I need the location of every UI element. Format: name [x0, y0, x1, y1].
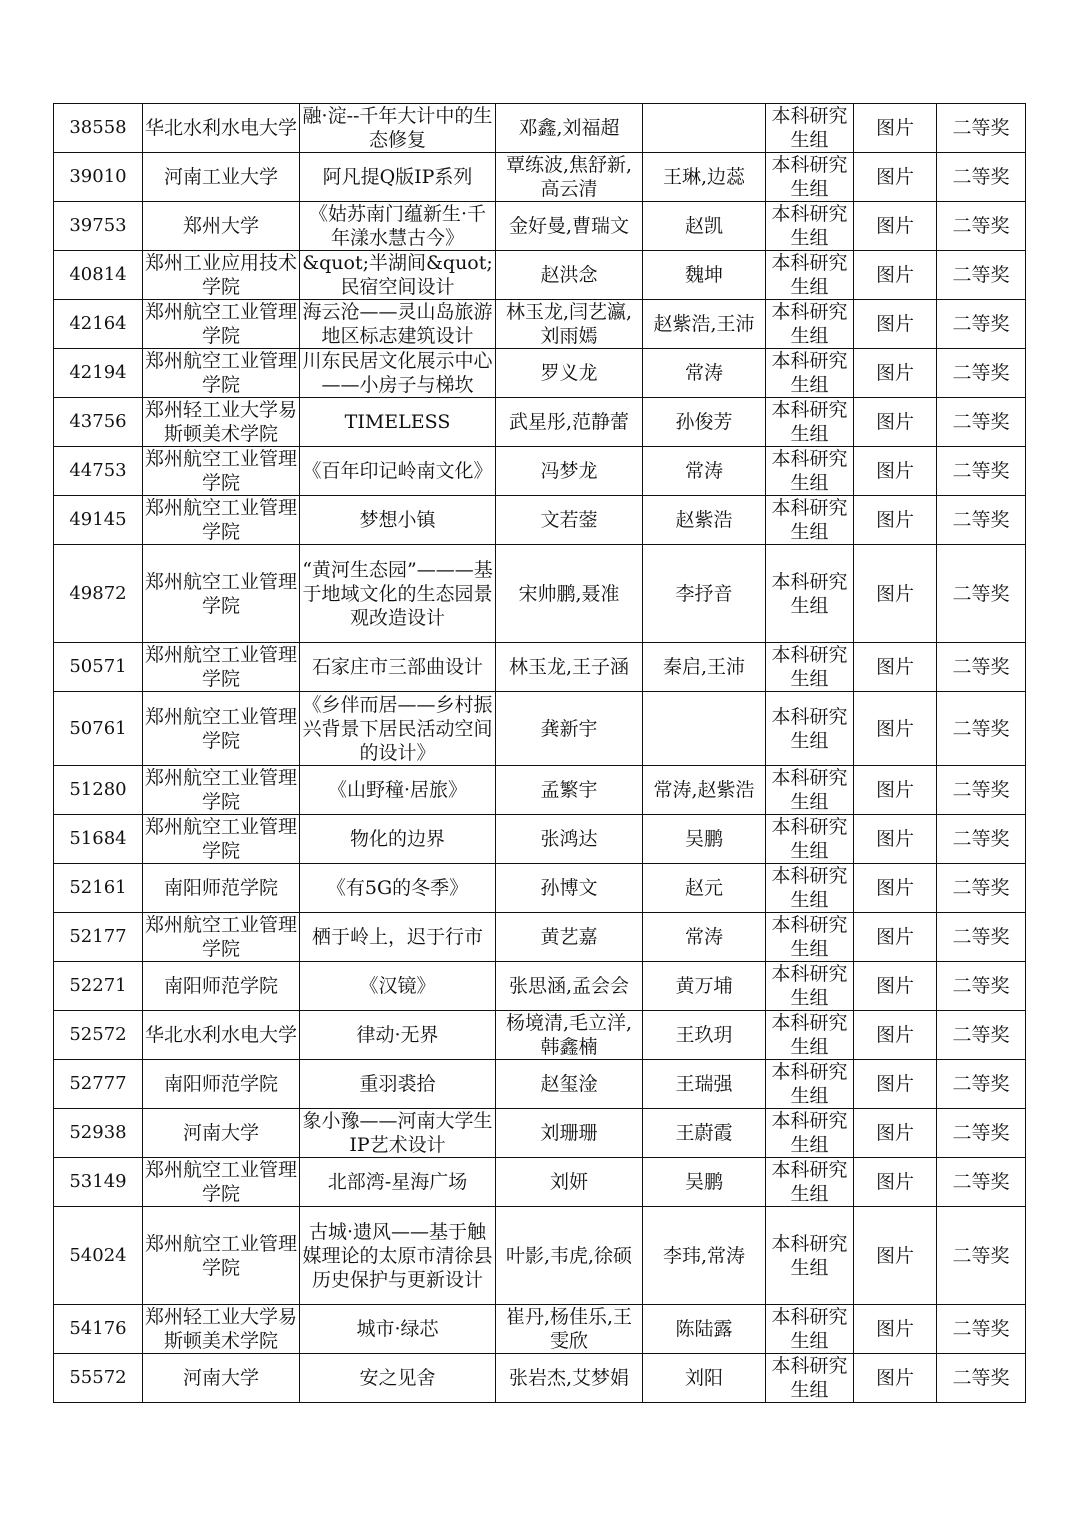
- entry-id-cell: 39753: [54, 202, 143, 251]
- authors-cell: 孙博文: [496, 864, 643, 913]
- authors-cell: 张岩杰,艾梦娟: [496, 1354, 643, 1403]
- entry-id-cell: 44753: [54, 447, 143, 496]
- advisor-cell: 黄万埔: [643, 962, 766, 1011]
- entry-id-cell: 38558: [54, 104, 143, 153]
- advisor-cell: 王瑞强: [643, 1060, 766, 1109]
- advisor-cell: 秦启,王沛: [643, 643, 766, 692]
- group-cell: 本科研究生组: [766, 447, 854, 496]
- advisor-cell: 刘阳: [643, 1354, 766, 1403]
- award-cell: 二等奖: [937, 349, 1026, 398]
- advisor-cell: 赵紫浩: [643, 496, 766, 545]
- group-cell: 本科研究生组: [766, 398, 854, 447]
- school-cell: 郑州航空工业管理学院: [143, 692, 300, 766]
- award-cell: 二等奖: [937, 766, 1026, 815]
- school-cell: 华北水利水电大学: [143, 104, 300, 153]
- authors-cell: 覃练波,焦舒新,高云清: [496, 153, 643, 202]
- type-cell: 图片: [854, 913, 937, 962]
- award-cell: 二等奖: [937, 1060, 1026, 1109]
- award-cell: 二等奖: [937, 1158, 1026, 1207]
- work-title-cell: 川东民居文化展示中心——小房子与梯坎: [300, 349, 496, 398]
- authors-cell: 龚新宇: [496, 692, 643, 766]
- type-cell: 图片: [854, 766, 937, 815]
- entry-id-cell: 54176: [54, 1305, 143, 1354]
- award-table-body: [54, 104, 1026, 1403]
- table-row: [54, 251, 1026, 300]
- group-cell: 本科研究生组: [766, 300, 854, 349]
- work-title-cell: 重羽裘拾: [300, 1060, 496, 1109]
- type-cell: 图片: [854, 300, 937, 349]
- work-title-cell: 安之见舍: [300, 1354, 496, 1403]
- school-cell: 郑州大学: [143, 202, 300, 251]
- group-cell: 本科研究生组: [766, 815, 854, 864]
- entry-id-cell: 51684: [54, 815, 143, 864]
- advisor-cell: 陈陆露: [643, 1305, 766, 1354]
- advisor-cell: [643, 692, 766, 766]
- authors-cell: 赵洪念: [496, 251, 643, 300]
- authors-cell: 武星彤,范静蕾: [496, 398, 643, 447]
- authors-cell: 冯梦龙: [496, 447, 643, 496]
- group-cell: 本科研究生组: [766, 104, 854, 153]
- group-cell: 本科研究生组: [766, 692, 854, 766]
- work-title-cell: 石家庄市三部曲设计: [300, 643, 496, 692]
- work-title-cell: 海云沧——灵山岛旅游地区标志建筑设计: [300, 300, 496, 349]
- award-cell: 二等奖: [937, 447, 1026, 496]
- authors-cell: 刘妍: [496, 1158, 643, 1207]
- award-cell: 二等奖: [937, 1354, 1026, 1403]
- entry-id-cell: 49872: [54, 545, 143, 643]
- authors-cell: 杨境清,毛立洋,韩鑫楠: [496, 1011, 643, 1060]
- authors-cell: 邓鑫,刘福超: [496, 104, 643, 153]
- type-cell: 图片: [854, 815, 937, 864]
- type-cell: 图片: [854, 962, 937, 1011]
- work-title-cell: “黄河生态园”———基于地域文化的生态园景观改造设计: [300, 545, 496, 643]
- work-title-cell: 阿凡提Q版IP系列: [300, 153, 496, 202]
- school-cell: 华北水利水电大学: [143, 1011, 300, 1060]
- award-cell: 二等奖: [937, 815, 1026, 864]
- award-cell: 二等奖: [937, 153, 1026, 202]
- table-row: [54, 300, 1026, 349]
- advisor-cell: 吴鹏: [643, 815, 766, 864]
- award-cell: 二等奖: [937, 300, 1026, 349]
- type-cell: 图片: [854, 545, 937, 643]
- award-cell: 二等奖: [937, 1109, 1026, 1158]
- advisor-cell: 常涛: [643, 913, 766, 962]
- authors-cell: 林玉龙,闫艺瀛,刘雨嫣: [496, 300, 643, 349]
- work-title-cell: 物化的边界: [300, 815, 496, 864]
- advisor-cell: 李抒音: [643, 545, 766, 643]
- type-cell: 图片: [854, 692, 937, 766]
- authors-cell: 孟繁宇: [496, 766, 643, 815]
- group-cell: 本科研究生组: [766, 153, 854, 202]
- entry-id-cell: 40814: [54, 251, 143, 300]
- authors-cell: 林玉龙,王子涵: [496, 643, 643, 692]
- type-cell: 图片: [854, 643, 937, 692]
- type-cell: 图片: [854, 1109, 937, 1158]
- work-title-cell: 栖于岭上，迟于行市: [300, 913, 496, 962]
- type-cell: 图片: [854, 447, 937, 496]
- school-cell: 郑州航空工业管理学院: [143, 447, 300, 496]
- authors-cell: 文若蓥: [496, 496, 643, 545]
- authors-cell: 金好曼,曹瑞文: [496, 202, 643, 251]
- table-row: [54, 1158, 1026, 1207]
- school-cell: 河南工业大学: [143, 153, 300, 202]
- entry-id-cell: 43756: [54, 398, 143, 447]
- type-cell: 图片: [854, 1158, 937, 1207]
- school-cell: 郑州航空工业管理学院: [143, 300, 300, 349]
- school-cell: 郑州航空工业管理学院: [143, 913, 300, 962]
- entry-id-cell: 54024: [54, 1207, 143, 1305]
- group-cell: 本科研究生组: [766, 349, 854, 398]
- type-cell: 图片: [854, 1354, 937, 1403]
- school-cell: 郑州航空工业管理学院: [143, 766, 300, 815]
- authors-cell: 宋帅鹏,聂准: [496, 545, 643, 643]
- work-title-cell: 《山野穜·居旅》: [300, 766, 496, 815]
- table-row: [54, 643, 1026, 692]
- group-cell: 本科研究生组: [766, 1207, 854, 1305]
- group-cell: 本科研究生组: [766, 1158, 854, 1207]
- entry-id-cell: 50571: [54, 643, 143, 692]
- table-row: [54, 447, 1026, 496]
- table-row: [54, 1011, 1026, 1060]
- type-cell: 图片: [854, 104, 937, 153]
- group-cell: 本科研究生组: [766, 251, 854, 300]
- type-cell: 图片: [854, 398, 937, 447]
- advisor-cell: 常涛,赵紫浩: [643, 766, 766, 815]
- entry-id-cell: 51280: [54, 766, 143, 815]
- type-cell: 图片: [854, 496, 937, 545]
- table-row: [54, 864, 1026, 913]
- table-row: [54, 496, 1026, 545]
- advisor-cell: 常涛: [643, 349, 766, 398]
- authors-cell: 张鸿达: [496, 815, 643, 864]
- school-cell: 南阳师范学院: [143, 1060, 300, 1109]
- table-row: [54, 913, 1026, 962]
- work-title-cell: 《百年印记岭南文化》: [300, 447, 496, 496]
- award-cell: 二等奖: [937, 864, 1026, 913]
- table-row: [54, 1305, 1026, 1354]
- entry-id-cell: 52572: [54, 1011, 143, 1060]
- work-title-cell: 《姑苏南门蕴新生·千年漾水慧古今》: [300, 202, 496, 251]
- group-cell: 本科研究生组: [766, 1354, 854, 1403]
- award-cell: 二等奖: [937, 496, 1026, 545]
- school-cell: 郑州轻工业大学易斯顿美术学院: [143, 1305, 300, 1354]
- type-cell: 图片: [854, 1207, 937, 1305]
- authors-cell: 刘珊珊: [496, 1109, 643, 1158]
- work-title-cell: TIMELESS: [300, 398, 496, 447]
- award-cell: 二等奖: [937, 692, 1026, 766]
- group-cell: 本科研究生组: [766, 1011, 854, 1060]
- entry-id-cell: 52177: [54, 913, 143, 962]
- group-cell: 本科研究生组: [766, 766, 854, 815]
- type-cell: 图片: [854, 864, 937, 913]
- advisor-cell: 王玖玥: [643, 1011, 766, 1060]
- work-title-cell: 《有5G的冬季》: [300, 864, 496, 913]
- authors-cell: 赵玺淦: [496, 1060, 643, 1109]
- group-cell: 本科研究生组: [766, 496, 854, 545]
- award-cell: 二等奖: [937, 251, 1026, 300]
- type-cell: 图片: [854, 202, 937, 251]
- advisor-cell: 常涛: [643, 447, 766, 496]
- type-cell: 图片: [854, 1011, 937, 1060]
- award-cell: 二等奖: [937, 962, 1026, 1011]
- entry-id-cell: 53149: [54, 1158, 143, 1207]
- school-cell: 郑州航空工业管理学院: [143, 1207, 300, 1305]
- award-cell: 二等奖: [937, 1305, 1026, 1354]
- work-title-cell: 律动·无界: [300, 1011, 496, 1060]
- advisor-cell: 赵紫浩,王沛: [643, 300, 766, 349]
- award-cell: 二等奖: [937, 1207, 1026, 1305]
- award-cell: 二等奖: [937, 398, 1026, 447]
- school-cell: 郑州航空工业管理学院: [143, 545, 300, 643]
- work-title-cell: 融·淀--千年大计中的生态修复: [300, 104, 496, 153]
- table-row: [54, 1109, 1026, 1158]
- table-row: [54, 104, 1026, 153]
- advisor-cell: [643, 104, 766, 153]
- authors-cell: 黄艺嘉: [496, 913, 643, 962]
- group-cell: 本科研究生组: [766, 643, 854, 692]
- entry-id-cell: 39010: [54, 153, 143, 202]
- entry-id-cell: 42194: [54, 349, 143, 398]
- table-row: [54, 692, 1026, 766]
- entry-id-cell: 42164: [54, 300, 143, 349]
- work-title-cell: 古城·遗风——基于触媒理论的太原市清徐县历史保护与更新设计: [300, 1207, 496, 1305]
- type-cell: 图片: [854, 251, 937, 300]
- authors-cell: 张思涵,孟会会: [496, 962, 643, 1011]
- school-cell: 郑州航空工业管理学院: [143, 643, 300, 692]
- school-cell: 河南大学: [143, 1109, 300, 1158]
- work-title-cell: 象小豫——河南大学生IP艺术设计: [300, 1109, 496, 1158]
- type-cell: 图片: [854, 1305, 937, 1354]
- work-title-cell: &quot;半湖间&quot;民宿空间设计: [300, 251, 496, 300]
- award-cell: 二等奖: [937, 1011, 1026, 1060]
- entry-id-cell: 52161: [54, 864, 143, 913]
- school-cell: 河南大学: [143, 1354, 300, 1403]
- group-cell: 本科研究生组: [766, 1305, 854, 1354]
- advisor-cell: 李玮,常涛: [643, 1207, 766, 1305]
- authors-cell: 罗义龙: [496, 349, 643, 398]
- table-row: [54, 398, 1026, 447]
- table-row: [54, 1207, 1026, 1305]
- table-row: [54, 766, 1026, 815]
- table-row: [54, 545, 1026, 643]
- award-cell: 二等奖: [937, 913, 1026, 962]
- authors-cell: 崔丹,杨佳乐,王雯欣: [496, 1305, 643, 1354]
- award-cell: 二等奖: [937, 104, 1026, 153]
- entry-id-cell: 49145: [54, 496, 143, 545]
- school-cell: 郑州航空工业管理学院: [143, 349, 300, 398]
- advisor-cell: 孙俊芳: [643, 398, 766, 447]
- advisor-cell: 赵凯: [643, 202, 766, 251]
- school-cell: 郑州航空工业管理学院: [143, 496, 300, 545]
- work-title-cell: 北部湾-星海广场: [300, 1158, 496, 1207]
- entry-id-cell: 50761: [54, 692, 143, 766]
- entry-id-cell: 55572: [54, 1354, 143, 1403]
- table-row: [54, 962, 1026, 1011]
- table-row: [54, 815, 1026, 864]
- school-cell: 郑州工业应用技术学院: [143, 251, 300, 300]
- work-title-cell: 城市·绿芯: [300, 1305, 496, 1354]
- advisor-cell: 吴鹏: [643, 1158, 766, 1207]
- group-cell: 本科研究生组: [766, 545, 854, 643]
- authors-cell: 叶影,韦虎,徐硕: [496, 1207, 643, 1305]
- advisor-cell: 王蔚霞: [643, 1109, 766, 1158]
- group-cell: 本科研究生组: [766, 202, 854, 251]
- advisor-cell: 赵元: [643, 864, 766, 913]
- entry-id-cell: 52938: [54, 1109, 143, 1158]
- entry-id-cell: 52777: [54, 1060, 143, 1109]
- group-cell: 本科研究生组: [766, 962, 854, 1011]
- school-cell: 郑州航空工业管理学院: [143, 815, 300, 864]
- award-cell: 二等奖: [937, 545, 1026, 643]
- group-cell: 本科研究生组: [766, 864, 854, 913]
- table-row: [54, 1060, 1026, 1109]
- award-cell: 二等奖: [937, 643, 1026, 692]
- group-cell: 本科研究生组: [766, 1060, 854, 1109]
- school-cell: 南阳师范学院: [143, 864, 300, 913]
- school-cell: 郑州轻工业大学易斯顿美术学院: [143, 398, 300, 447]
- school-cell: 南阳师范学院: [143, 962, 300, 1011]
- group-cell: 本科研究生组: [766, 1109, 854, 1158]
- school-cell: 郑州航空工业管理学院: [143, 1158, 300, 1207]
- table-row: [54, 153, 1026, 202]
- award-cell: 二等奖: [937, 202, 1026, 251]
- type-cell: 图片: [854, 153, 937, 202]
- award-table: [53, 103, 1026, 1403]
- table-row: [54, 1354, 1026, 1403]
- group-cell: 本科研究生组: [766, 913, 854, 962]
- work-title-cell: 《乡伴而居——乡村振兴背景下居民活动空间的设计》: [300, 692, 496, 766]
- type-cell: 图片: [854, 349, 937, 398]
- work-title-cell: 《汉镜》: [300, 962, 496, 1011]
- table-row: [54, 349, 1026, 398]
- table-row: [54, 202, 1026, 251]
- entry-id-cell: 52271: [54, 962, 143, 1011]
- advisor-cell: 魏坤: [643, 251, 766, 300]
- work-title-cell: 梦想小镇: [300, 496, 496, 545]
- advisor-cell: 王琳,边蕊: [643, 153, 766, 202]
- type-cell: 图片: [854, 1060, 937, 1109]
